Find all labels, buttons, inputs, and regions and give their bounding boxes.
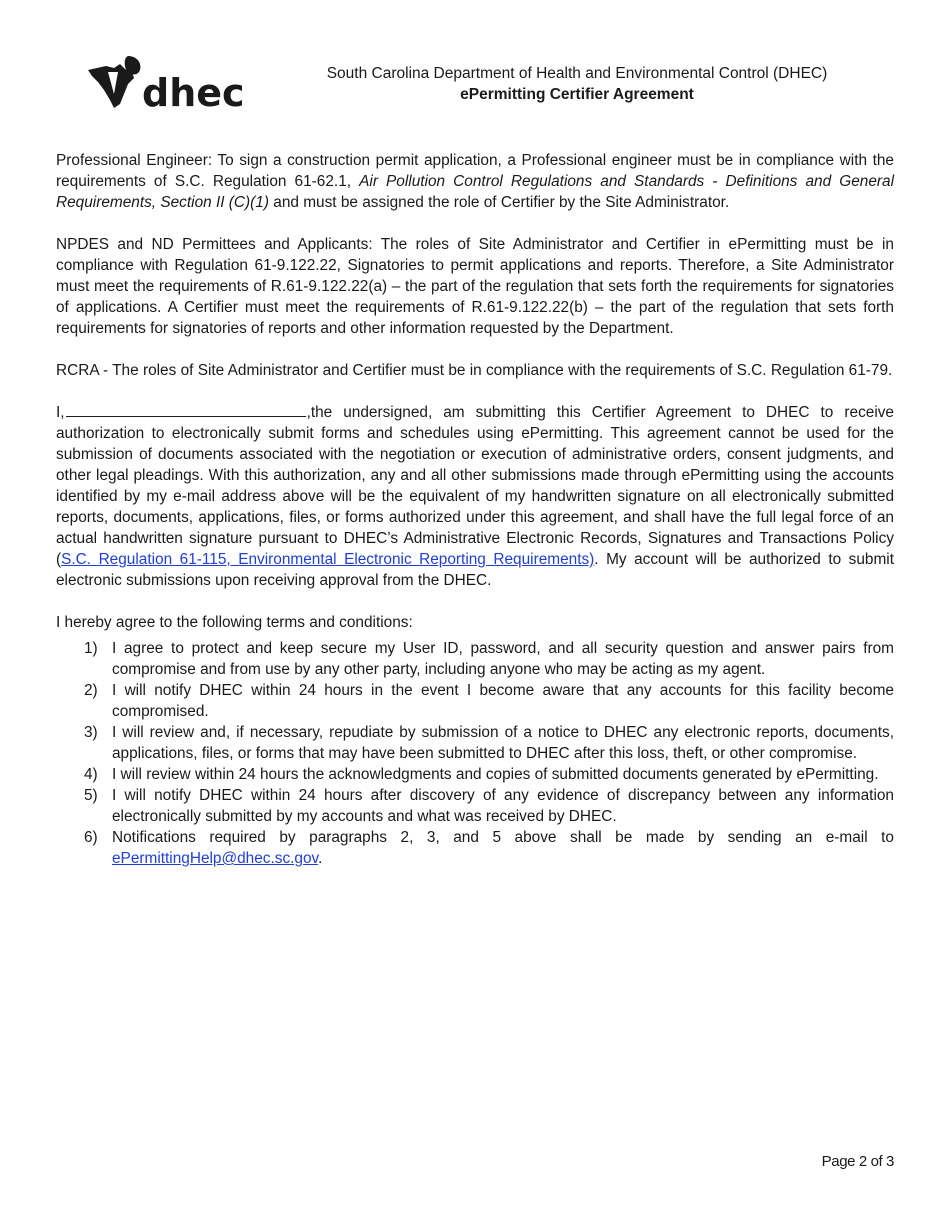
npdes-paragraph: NPDES and ND Permittees and Applicants: The roles of Site Administrator and Certifier in ePermitting must be in compliance with Regulation 61-9.122.22, Signatories to permit applications and reports. Therefore, a Site Administrator must meet the requirements of R.61-9.122.22(a) – the part of the regulation that sets forth the requirements for signatories of applications. A Certifier must meet the requirements of R.61-9.122.22(b) – the part of the regulation that sets forth requirements for signatories of reports and other information requested by the Department. (56, 236, 894, 337)
name-signature-line[interactable] (66, 402, 306, 417)
regulation-61-115-link[interactable]: S.C. Regulation 61-115, Environmental Electronic Reporting Requirements) (61, 551, 595, 568)
professional-engineer-paragraph: Professional Engineer: To sign a construction permit application, a Professional engineer must be in compliance with the requirements of S.C. Regulation 61-62.1, Air Pollution Control Regulations and Standards - Definitions and General Requirements, Section II (C)(1) and must be assigned the role of Certifier by the Site Administrator. (56, 152, 895, 211)
term-item: 2) I will notify DHEC within 24 hours in the event I become aware that any accounts for this facility become compromised. (84, 682, 894, 720)
logo-wordmark: dhec (142, 71, 245, 115)
dhec-logo-mark (84, 54, 245, 115)
organization-name: South Carolina Department of Health and Environmental Control (DHEC) (326, 65, 828, 82)
term-item: 5) I will notify DHEC within 24 hours after discovery of any evidence of discrepancy between any information electronically submitted by my accounts and what was received by DHEC. (84, 787, 894, 825)
document-body (56, 150, 894, 869)
rcra-paragraph: RCRA - The roles of Site Administrator and Certifier must be in compliance with the requirements of S.C. Regulation 61-79. (56, 362, 893, 379)
regulation-title: Air Pollution Control Regulations and Standards - Definitions and General Requirements, Section II (C)(1) (56, 173, 895, 211)
page-number: Page 2 of 3 (821, 1153, 894, 1170)
term-item: 1) I agree to protect and keep secure my User ID, password, and all security question and answer pairs from compromise and from use by any other party, including anyone who may be acting as my agent. (84, 640, 894, 678)
dhec-logo (84, 54, 245, 115)
agreement-paragraph: I, ,the undersigned, am submitting this Certifier Agreement to DHEC to receive authorization to electronically submit forms and schedules using ePermitting. This agreement cannot be used for the submission of documents associated with the negotiation or execution of administrative orders, consent judgments, and other legal pleadings. With this authorization, any and all other submissions made through ePermitting using the accounts identified by my e-mail address above will be the equivalent of my handwritten signature on all electronically submitted reports, documents, applications, files, or forms authorized under this agreement, and shall have the full legal force of an actual handwritten signature pursuant to DHEC’s Administrative Electronic Records, Signatures and Transactions Policy (S.C. Regulation 61-115, Environmental Electronic Reporting Requirements). My account will be authorized to submit electronic submissions upon receiving approval from the DHEC. (56, 404, 894, 589)
document-header (262, 63, 892, 105)
terms-list (56, 638, 894, 869)
terms-intro: I hereby agree to the following terms and conditions: (56, 614, 413, 631)
document-title: ePermitting Certifier Agreement (460, 86, 694, 103)
help-email-link[interactable]: ePermittingHelp@dhec.sc.gov (112, 850, 319, 867)
term-item: 6) Notifications required by paragraphs 2, 3, and 5 above shall be made by sending an e-mail to ePermittingHelp@dhec.sc.gov. (84, 829, 894, 867)
term-item: 4) I will review within 24 hours the acknowledgments and copies of submitted documents generated by ePermitting. (84, 766, 879, 783)
term-item: 3) I will review and, if necessary, repudiate by submission of a notice to DHEC any electronic reports, documents, applications, files, or forms that may have been submitted to DHEC after this loss, theft, or other compromise. (84, 724, 894, 762)
